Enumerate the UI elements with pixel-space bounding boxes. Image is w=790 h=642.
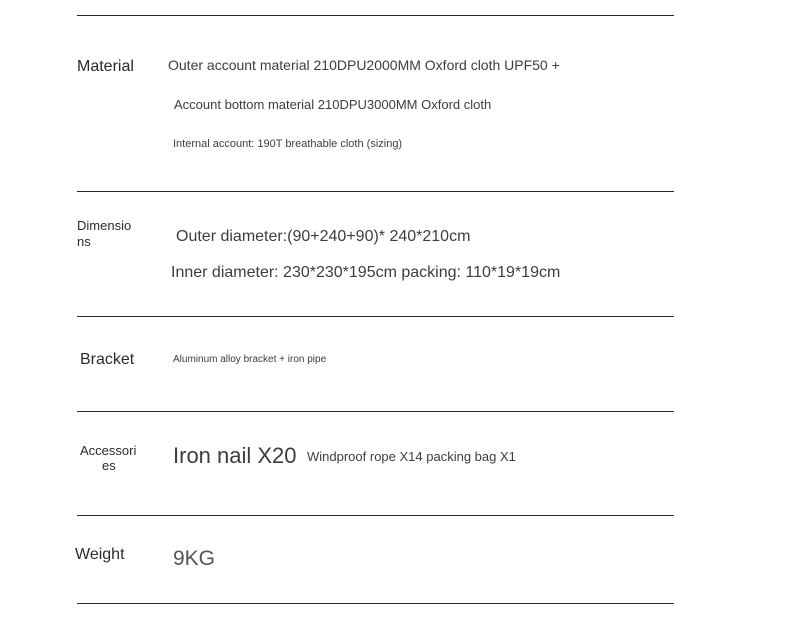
divider-material [77, 191, 674, 192]
dimensions-inner-value: Inner diameter: 230*230*195cm packing: 110*19*19cm [171, 264, 561, 281]
divider-dimensions [77, 316, 674, 317]
accessories-label-line2: es [102, 458, 116, 473]
divider-accessories [77, 515, 674, 516]
bracket-label: Bracket [80, 351, 135, 368]
bracket-value: Aluminum alloy bracket + iron pipe [173, 354, 327, 365]
dimensions-label-line2: ns [77, 234, 91, 249]
material-label: Material [77, 58, 134, 75]
accessories-label-line1: Accessori [80, 443, 137, 458]
divider-top [77, 15, 674, 16]
divider-bracket [77, 411, 674, 412]
weight-label: Weight [75, 546, 125, 563]
dimensions-outer-value: Outer diameter:(90+240+90)* 240*210cm [176, 228, 471, 245]
dimensions-label-line1: Dimensio [77, 218, 132, 233]
accessories-rope-bag-value: Windproof rope X14 packing bag X1 [307, 449, 516, 464]
material-bottom-value: Account bottom material 210DPU3000MM Oxford cloth [174, 97, 492, 112]
material-internal-value: Internal account: 190T breathable cloth (sizing) [173, 138, 403, 150]
accessories-nail-value: Iron nail X20 [173, 443, 297, 468]
accessories-clipped-line [307, 466, 537, 470]
weight-value: 9KG [173, 547, 216, 570]
material-outer-value: Outer account material 210DPU2000MM Oxford cloth UPF50 + [168, 57, 560, 73]
divider-bottom [77, 603, 674, 604]
